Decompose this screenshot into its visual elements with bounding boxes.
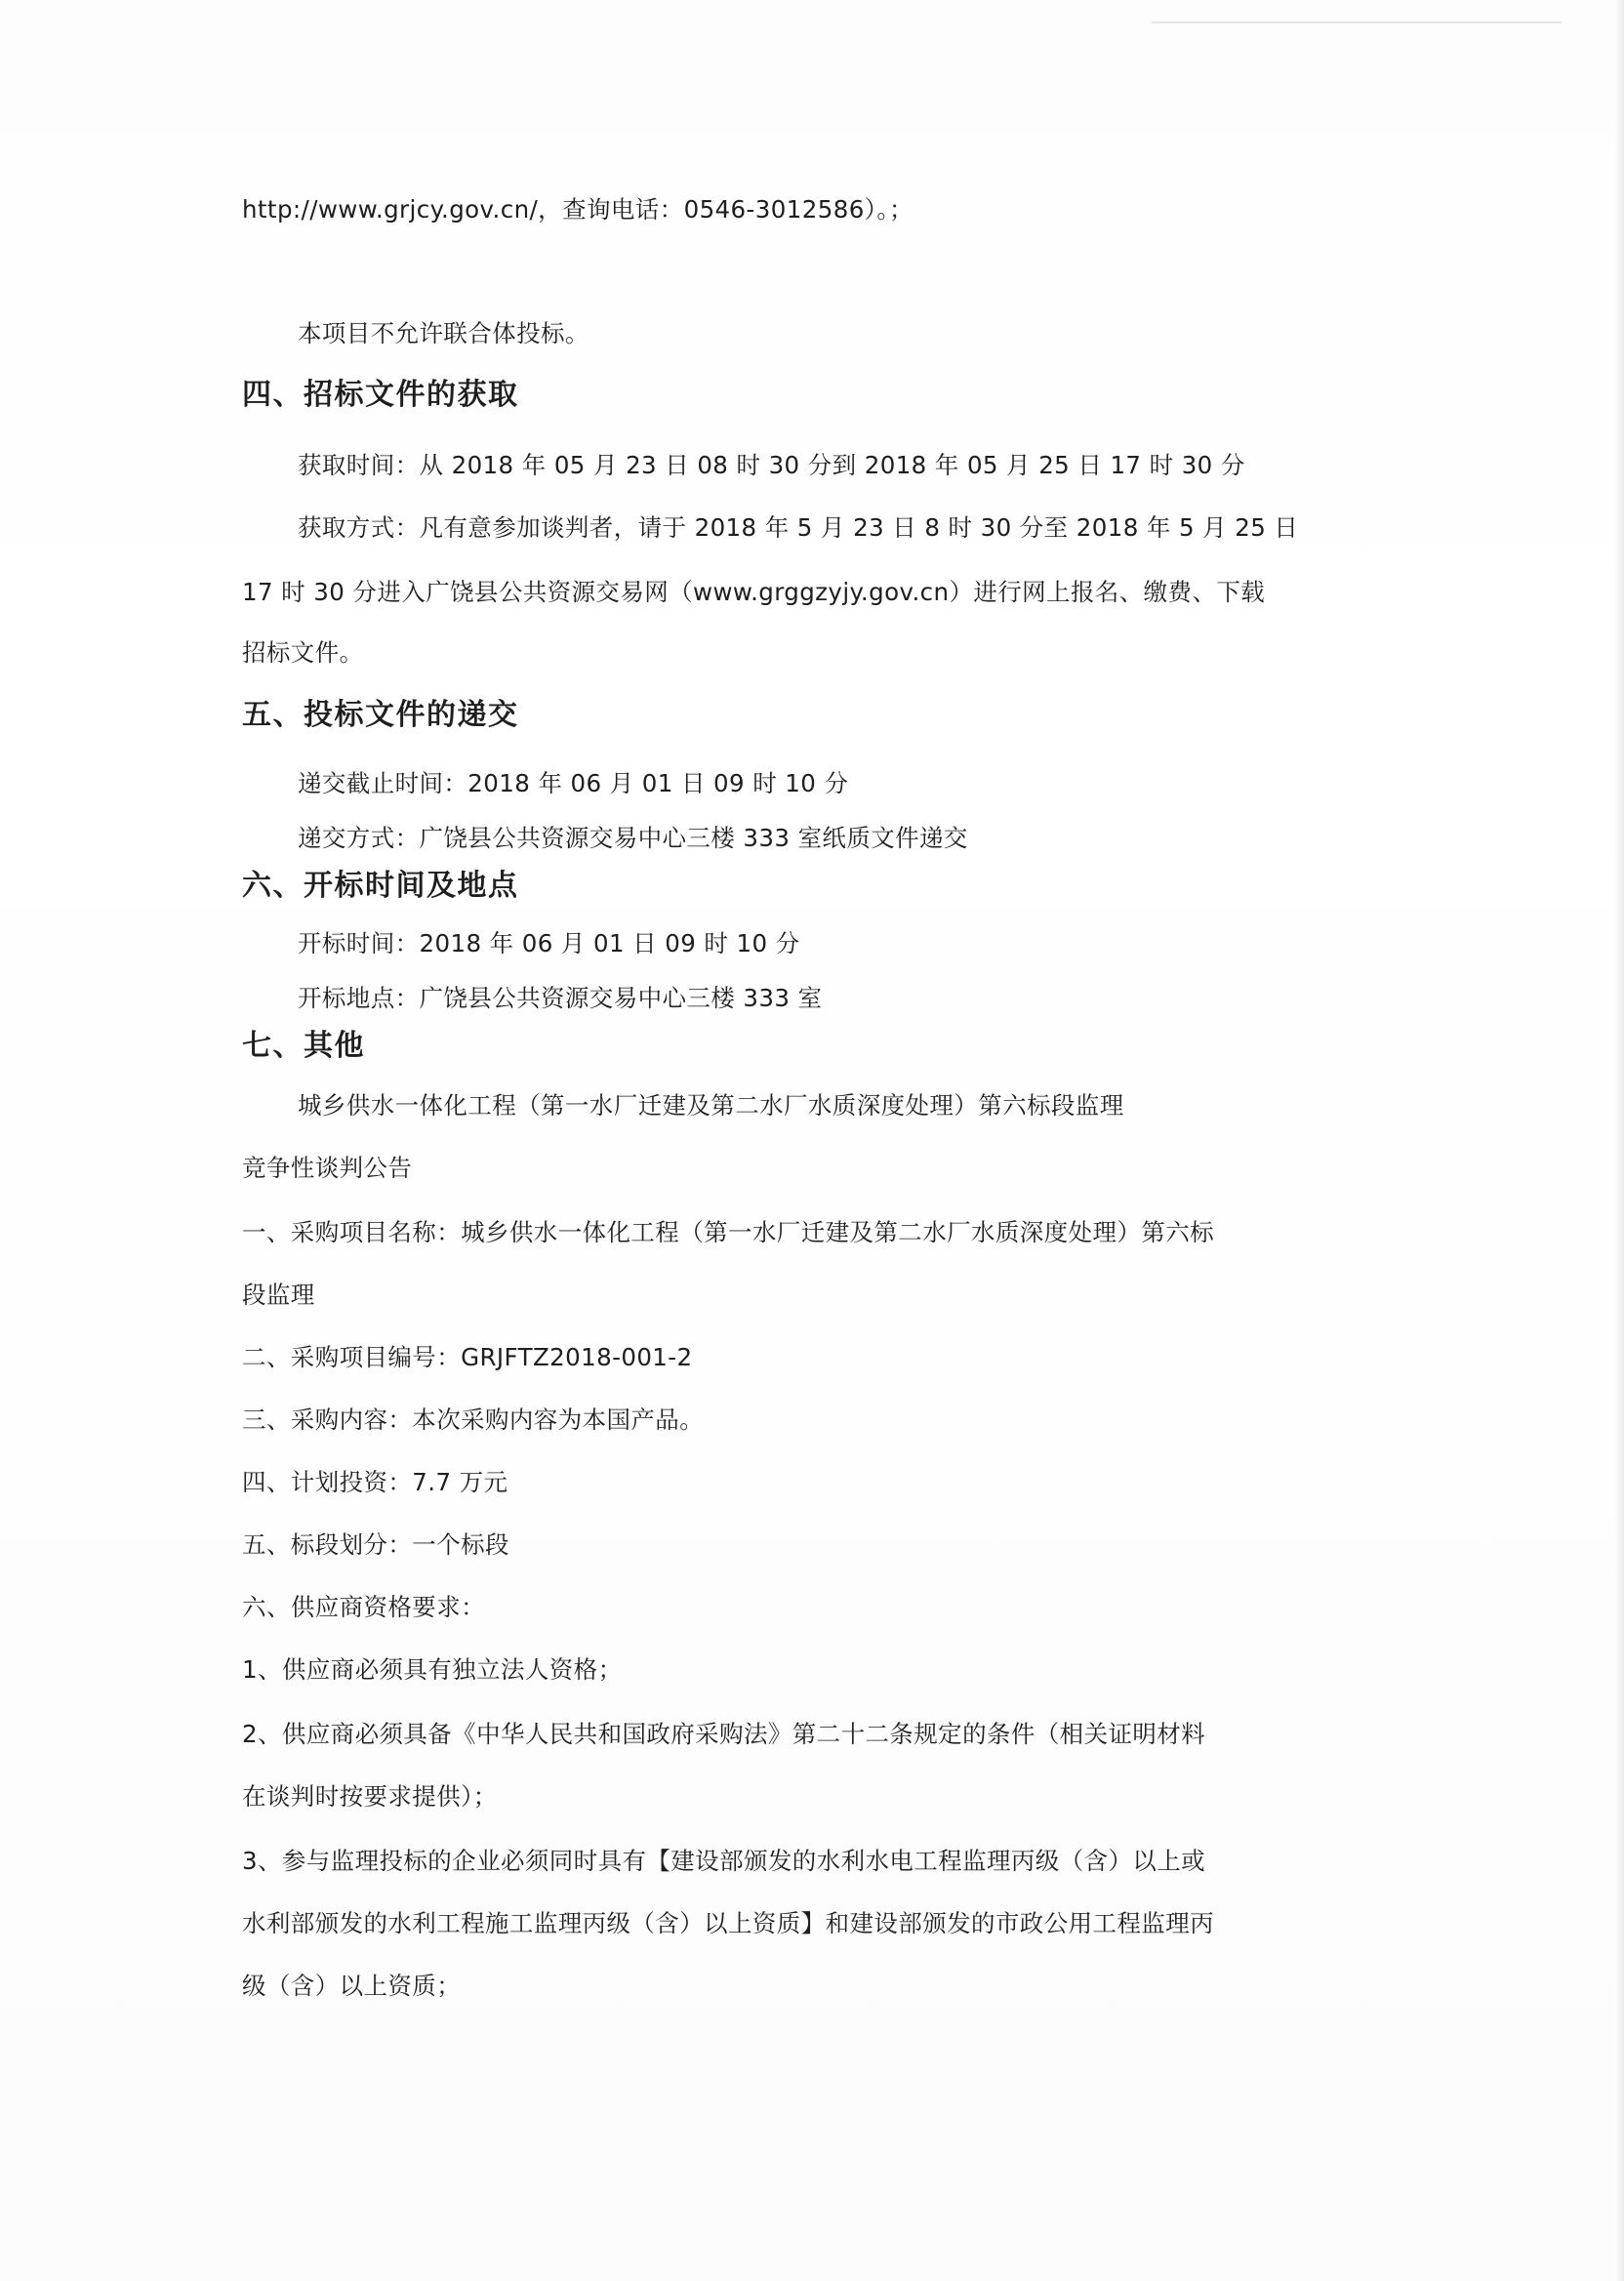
item-1-line-b: 段监理	[242, 1281, 315, 1309]
item-4-text: 四、计划投资：7.7 万元	[242, 1468, 508, 1496]
requirement-1-text: 1、供应商必须具有独立法人资格；	[242, 1655, 623, 1684]
item-3-text: 三、采购内容：本次采购内容为本国产品。	[242, 1405, 705, 1434]
scan-edge	[1614, 0, 1624, 2281]
url-line: http://www.grjcy.gov.cn/，查询电话：0546-3012586）。；	[242, 195, 914, 224]
item-6-text: 六、供应商资格要求：	[242, 1593, 485, 1621]
section-heading-5: 五、投标文件的递交	[242, 698, 519, 732]
other-line-1: 城乡供水一体化工程（第一水厂迁建及第二水厂水质深度处理）第六标段监理	[298, 1091, 1124, 1120]
get-method-line-2: 17 时 30 分进入广饶县公共资源交易网（www.grggzyjy.gov.cn）进行网上报名、缴费、下载	[242, 578, 1266, 606]
item-2-text: 二、采购项目编号：GRJFTZ2018-001-2	[242, 1343, 693, 1371]
open-time-text: 开标时间：2018 年 06 月 01 日 09 时 10 分	[298, 929, 800, 957]
item-5-text: 五、标段划分：一个标段	[242, 1530, 509, 1559]
no-consortium-text: 本项目不允许联合体投标。	[298, 319, 589, 347]
requirement-2-line-a: 2、供应商必须具备《中华人民共和国政府采购法》第二十二条规定的条件（相关证明材料	[242, 1720, 1206, 1748]
requirement-3-line-c: 级（含）以上资质；	[242, 1972, 462, 2000]
other-line-2: 竞争性谈判公告	[242, 1154, 413, 1182]
get-method-line-1: 获取方式：凡有意参加谈判者，请于 2018 年 5 月 23 日 8 时 30 分至 2018 年 5 月 25 日	[298, 513, 1299, 542]
get-time-text: 获取时间：从 2018 年 05 月 23 日 08 时 30 分到 2018 年 05 月 25 日 17 时 30 分	[298, 451, 1245, 479]
requirement-3-line-a: 3、参与监理投标的企业必须同时具有【建设部颁发的水利水电工程监理丙级（含）以上或	[242, 1847, 1206, 1875]
item-1-line-a: 一、采购项目名称：城乡供水一体化工程（第一水厂迁建及第二水厂水质深度处理）第六标	[242, 1218, 1214, 1246]
deadline-text: 递交截止时间：2018 年 06 月 01 日 09 时 10 分	[298, 769, 849, 797]
get-method-line-3: 招标文件。	[242, 638, 364, 667]
section-heading-7: 七、其他	[242, 1029, 365, 1063]
requirement-2-line-b: 在谈判时按要求提供）；	[242, 1782, 498, 1811]
requirement-3-line-b: 水利部颁发的水利工程施工监理丙级（含）以上资质】和建设部颁发的市政公用工程监理丙	[242, 1909, 1214, 1937]
scan-artifact-line	[1152, 21, 1562, 23]
section-heading-4: 四、招标文件的获取	[242, 378, 519, 412]
section-heading-6: 六、开标时间及地点	[242, 869, 519, 903]
open-place-text: 开标地点：广饶县公共资源交易中心三楼 333 室	[298, 984, 823, 1012]
submit-method-text: 递交方式：广饶县公共资源交易中心三楼 333 室纸质文件递交	[298, 824, 968, 852]
